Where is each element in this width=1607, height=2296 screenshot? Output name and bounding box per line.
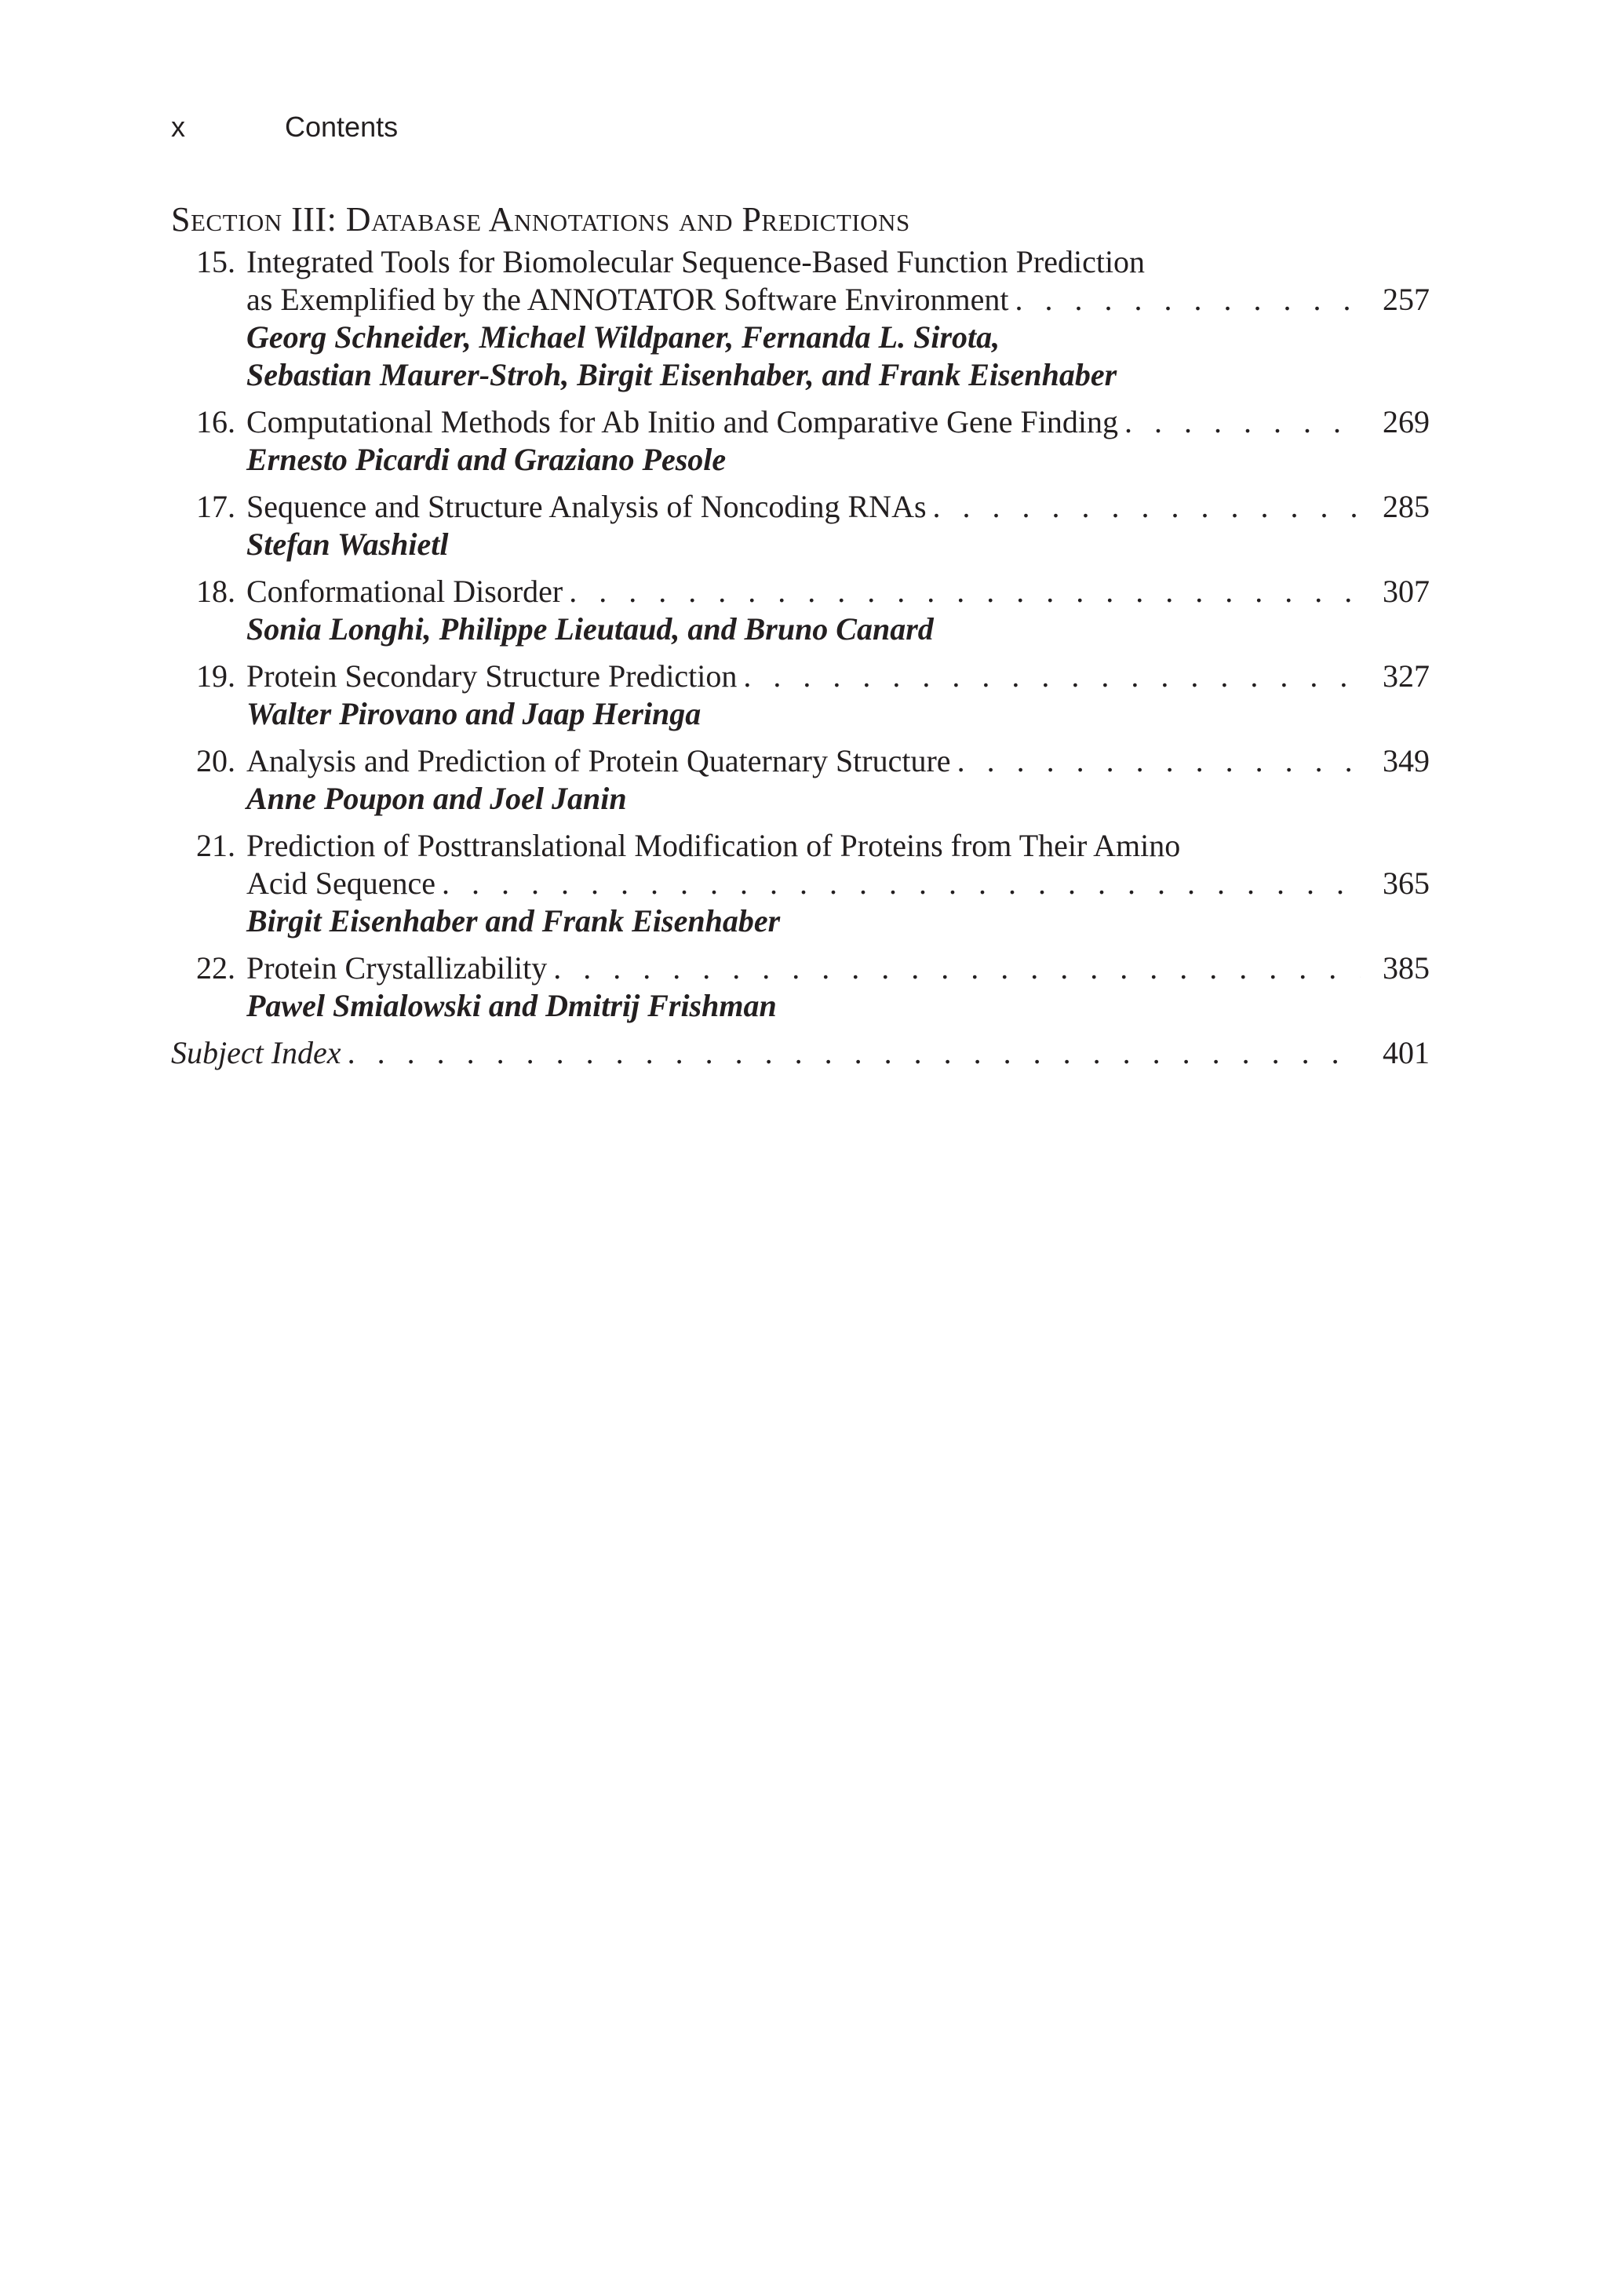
chapter-number: 19. <box>196 658 235 694</box>
chapter-title-line <box>246 949 1430 987</box>
chapter-title: Integrated Tools for Biomolecular Sequence-Based Function Prediction <box>246 244 1146 279</box>
chapter-authors: Birgit Eisenhaber and Frank Eisenhaber <box>246 903 781 938</box>
running-head <box>171 111 398 143</box>
running-head-title: Contents <box>285 111 399 143</box>
subject-index-page: 401 <box>1383 1035 1430 1070</box>
toc-entry-list <box>171 243 1430 1025</box>
chapter-title-line <box>246 658 1430 695</box>
toc-entry[interactable] <box>171 742 1430 818</box>
dot-leader <box>1124 403 1361 441</box>
chapter-authors: Ernesto Picardi and Graziano Pesole <box>246 442 727 477</box>
chapter-authors: Stefan Washietl <box>246 527 449 562</box>
chapter-number: 18. <box>196 574 235 609</box>
chapter-page-number: 257 <box>1383 282 1430 317</box>
chapter-page-number: 269 <box>1383 404 1430 439</box>
table-of-contents <box>171 196 1430 1072</box>
chapter-number: 17. <box>196 489 235 524</box>
dot-leader <box>743 658 1361 695</box>
section-heading: Section III: Database Annotations and Predictions <box>171 200 910 239</box>
chapter-title: Sequence and Structure Analysis of Noncoding RNAs <box>246 489 927 524</box>
dot-leader <box>957 742 1361 780</box>
toc-entry[interactable] <box>171 949 1430 1025</box>
chapter-title: Protein Crystallizability <box>246 950 548 986</box>
chapter-number: 16. <box>196 404 235 439</box>
chapter-title-line <box>246 403 1430 441</box>
chapter-title: as Exemplified by the ANNOTATOR Software Environment <box>246 282 1009 317</box>
page-folio: x <box>171 111 185 143</box>
chapter-authors: Walter Pirovano and Jaap Heringa <box>246 696 701 731</box>
chapter-title: Acid Sequence <box>246 866 436 901</box>
chapter-title-line <box>246 488 1430 526</box>
subject-index-label: Subject Index <box>171 1035 341 1070</box>
dot-leader <box>348 1034 1361 1072</box>
toc-entry[interactable] <box>171 658 1430 733</box>
chapter-title-line <box>246 243 1430 281</box>
chapter-number: 20. <box>196 743 235 778</box>
chapter-authors: Anne Poupon and Joel Janin <box>246 781 627 816</box>
dot-leader <box>569 573 1361 610</box>
dot-leader <box>442 865 1361 902</box>
chapter-title: Analysis and Prediction of Protein Quaternary Structure <box>246 743 951 778</box>
chapter-number: 21. <box>196 828 235 863</box>
chapter-page-number: 285 <box>1383 489 1430 524</box>
chapter-title: Protein Secondary Structure Prediction <box>246 658 738 694</box>
dot-leader <box>933 488 1361 526</box>
toc-entry-subject-index[interactable] <box>171 1034 1430 1072</box>
chapter-page-number: 349 <box>1383 743 1430 778</box>
toc-entry[interactable] <box>171 243 1430 394</box>
chapter-authors: Sonia Longhi, Philippe Lieutaud, and Bruno Canard <box>246 611 934 647</box>
chapter-page-number: 307 <box>1383 574 1430 609</box>
chapter-title-line <box>246 573 1430 610</box>
chapter-title-line <box>246 281 1430 319</box>
chapter-title-line <box>246 865 1430 902</box>
chapter-page-number: 365 <box>1383 866 1430 901</box>
chapter-number: 15. <box>196 244 235 279</box>
toc-entry[interactable] <box>171 403 1430 479</box>
chapter-authors: Georg Schneider, Michael Wildpaner, Fernanda L. Sirota, <box>246 319 1000 355</box>
toc-entry[interactable] <box>171 488 1430 563</box>
chapter-title: Computational Methods for Ab Initio and Comparative Gene Finding <box>246 404 1118 439</box>
dot-leader <box>553 949 1361 987</box>
chapter-title-line <box>246 742 1430 780</box>
chapter-page-number: 385 <box>1383 950 1430 986</box>
chapter-number: 22. <box>196 950 235 986</box>
chapter-authors: Sebastian Maurer-Stroh, Birgit Eisenhaber, and Frank Eisenhaber <box>246 357 1117 392</box>
chapter-page-number: 327 <box>1383 658 1430 694</box>
chapter-title: Prediction of Posttranslational Modification of Proteins from Their Amino <box>246 828 1181 863</box>
toc-entry[interactable] <box>171 573 1430 648</box>
toc-entry[interactable] <box>171 827 1430 940</box>
chapter-title-line <box>246 827 1430 865</box>
dot-leader <box>1015 281 1361 319</box>
chapter-title: Conformational Disorder <box>246 574 563 609</box>
chapter-authors: Pawel Smialowski and Dmitrij Frishman <box>246 988 777 1023</box>
